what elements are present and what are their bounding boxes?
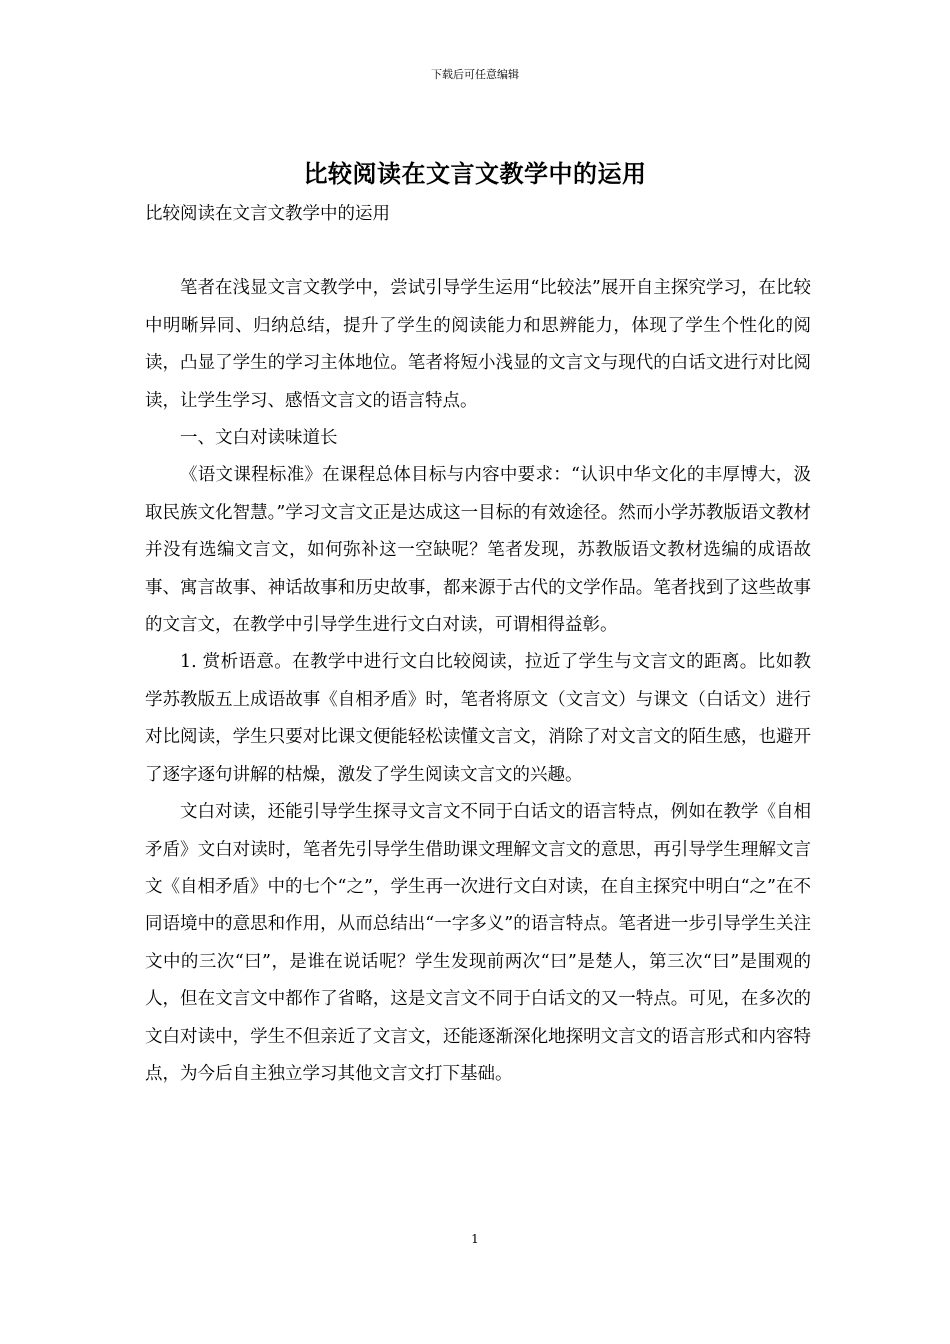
paragraph-semantics: 1. 赏析语意。在教学中进行文白比较阅读，拉近了学生与文言文的距离。比如教学苏教版五上成语故事《自相矛盾》时，笔者将原文（文言文）与课文（白话文）进行对比阅读，学生只要对比课文便能轻松读懂文言文，消除了对文言文的陌生感，也避开了逐字逐句讲解的枯燥，激发了学生阅读文言文的兴趣。 [145, 652, 811, 785]
page-number: 1 [471, 1232, 479, 1246]
paragraph-curriculum: 《语文课程标准》在课程总体目标与内容中要求：“认识中华文化的丰厚博大，汲取民族文化智慧。”学习文言文正是达成这一目标的有效途径。然而小学苏教版语文教材并没有选编文言文，如何弥补这一空缺呢？笔者发现，苏教版语文教材选编的成语故事、寓言故事、神话故事和历史故事，都来源于古代的文学作品。笔者找到了这些故事的文言文，在教学中引导学生进行文白对读，可谓相得益彰。 [145, 465, 811, 636]
page-header-note: 下载后可任意编辑 [431, 68, 519, 81]
document-subtitle: 比较阅读在文言文教学中的运用 [145, 204, 390, 224]
document-title: 比较阅读在文言文教学中的运用 [303, 159, 647, 188]
section-heading: 一、文白对读味道长 [180, 428, 338, 449]
paragraph-intro: 笔者在浅显文言文教学中，尝试引导学生运用“比较法”展开自主探究学习，在比较中明晰异同、归纳总结，提升了学生的阅读能力和思辨能力，体现了学生个性化的阅读，凸显了学生的学习主体地位。笔者将短小浅显的文言文与现代的白话文进行对比阅读，让学生学习、感悟文言文的语言特点。 [145, 278, 811, 411]
document-body [145, 196, 811, 1093]
paragraph-language-features: 文白对读，还能引导学生探寻文言文不同于白话文的语言特点，例如在教学《自相矛盾》文白对读时，笔者先引导学生借助课文理解文言文的意思，再引导学生理解文言文《自相矛盾》中的七个“之”，学生再一次进行文白对读，在自主探究中明白“之”在不同语境中的意思和作用，从而总结出“一字多义”的语言特点。笔者进一步引导学生关注文中的三次“曰”，是谁在说话呢？学生发现前两次“曰”是楚人，第三次“曰”是围观的人，但在文言文中都作了省略，这是文言文不同于白话文的又一特点。可见，在多次的文白对读中，学生不但亲近了文言文，还能逐渐深化地探明文言文的语言形式和内容特点，为今后自主独立学习其他文言文打下基础。 [145, 802, 811, 1084]
